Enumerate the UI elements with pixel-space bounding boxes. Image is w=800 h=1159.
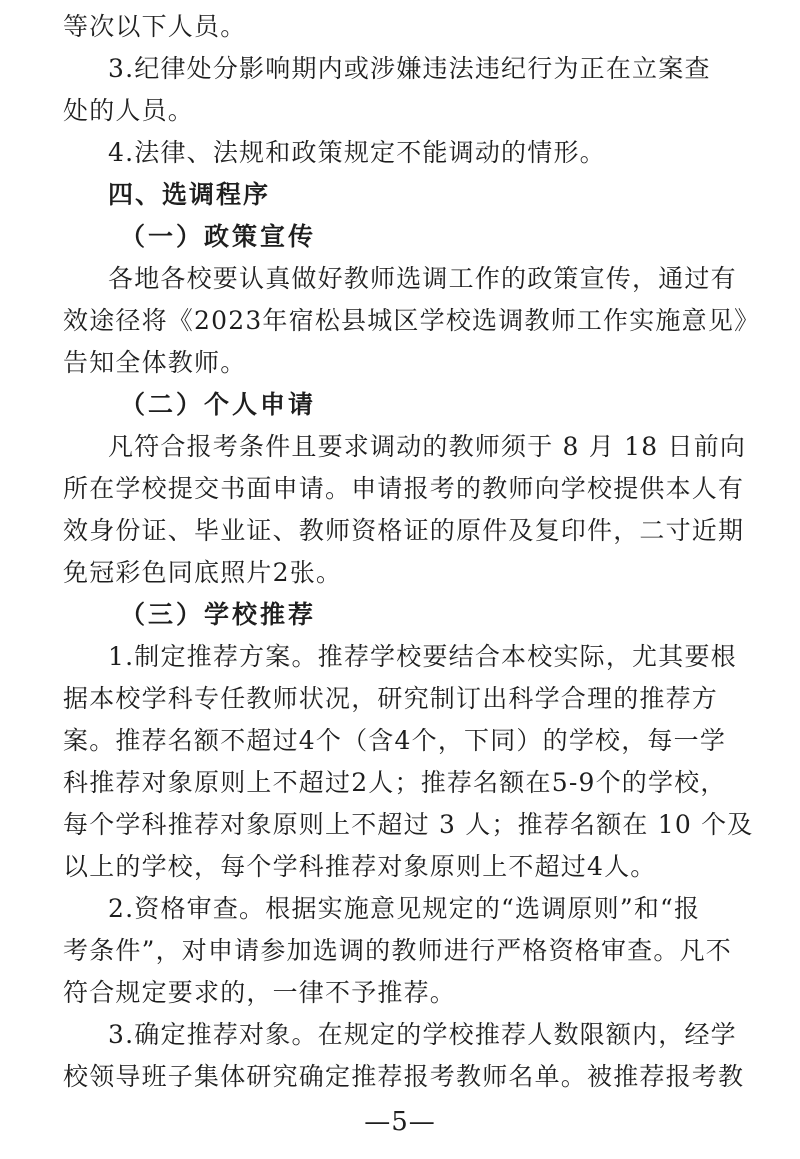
paragraph-line: 各地各校要认真做好教师选调工作的政策宣传，通过有 [108,264,737,293]
paragraph-line: 1.制定推荐方案。推荐学校要结合本校实际，尤其要根 [108,642,737,671]
paragraph-line: 效身份证、毕业证、教师资格证的原件及复印件，二寸近期 [63,516,745,545]
paragraph-line: 处的人员。 [63,96,195,125]
paragraph-line: 2.资格审查。根据实施意见规定的“选调原则”和“报 [108,894,701,923]
paragraph-line: 效途径将《2023年宿松县城区学校选调教师工作实施意见》 [63,306,761,335]
paragraph-line: 3.确定推荐对象。在规定的学校推荐人数限额内，经学 [108,1020,737,1049]
paragraph-line: 以上的学校，每个学科推荐对象原则上不超过4人。 [63,852,657,881]
paragraph-line: 校领导班子集体研究确定推荐报考教师名单。被推荐报考教 [63,1062,745,1091]
paragraph-line: 科推荐对象原则上不超过2人；推荐名额在5-9个的学校， [63,768,727,797]
paragraph-line: 案。推荐名额不超过4个（含4个，下同）的学校，每一学 [63,726,727,755]
subsection-heading: （一）政策宣传 [120,222,317,251]
paragraph-line: 每个学科推荐对象原则上不超过 3 人；推荐名额在 10 个及 [63,810,754,839]
paragraph-line: 3.纪律处分影响期内或涉嫌违法违纪行为正在立案查 [108,54,711,83]
section-heading: 四、选调程序 [108,180,271,209]
paragraph-line: 凡符合报考条件且要求调动的教师须于 8 月 18 日前向 [108,432,747,461]
paragraph-line: 告知全体教师。 [63,348,247,377]
subsection-heading: （二）个人申请 [120,390,317,419]
paragraph-line: 4.法律、法规和政策规定不能调动的情形。 [108,138,606,167]
paragraph-line: 等次以下人员。 [63,12,247,41]
paragraph-line: 符合规定要求的，一律不予推荐。 [63,978,457,1007]
page-number: —5— [364,1107,436,1137]
subsection-heading: （三）学校推荐 [120,600,317,629]
paragraph-line: 免冠彩色同底照片2张。 [63,558,343,587]
paragraph-line: 据本校学科专任教师状况，研究制订出科学合理的推荐方 [63,684,719,713]
paragraph-line: 所在学校提交书面申请。申请报考的教师向学校提供本人有 [63,474,745,503]
paragraph-line: 考条件”，对申请参加选调的教师进行严格资格审查。凡不 [63,936,732,965]
